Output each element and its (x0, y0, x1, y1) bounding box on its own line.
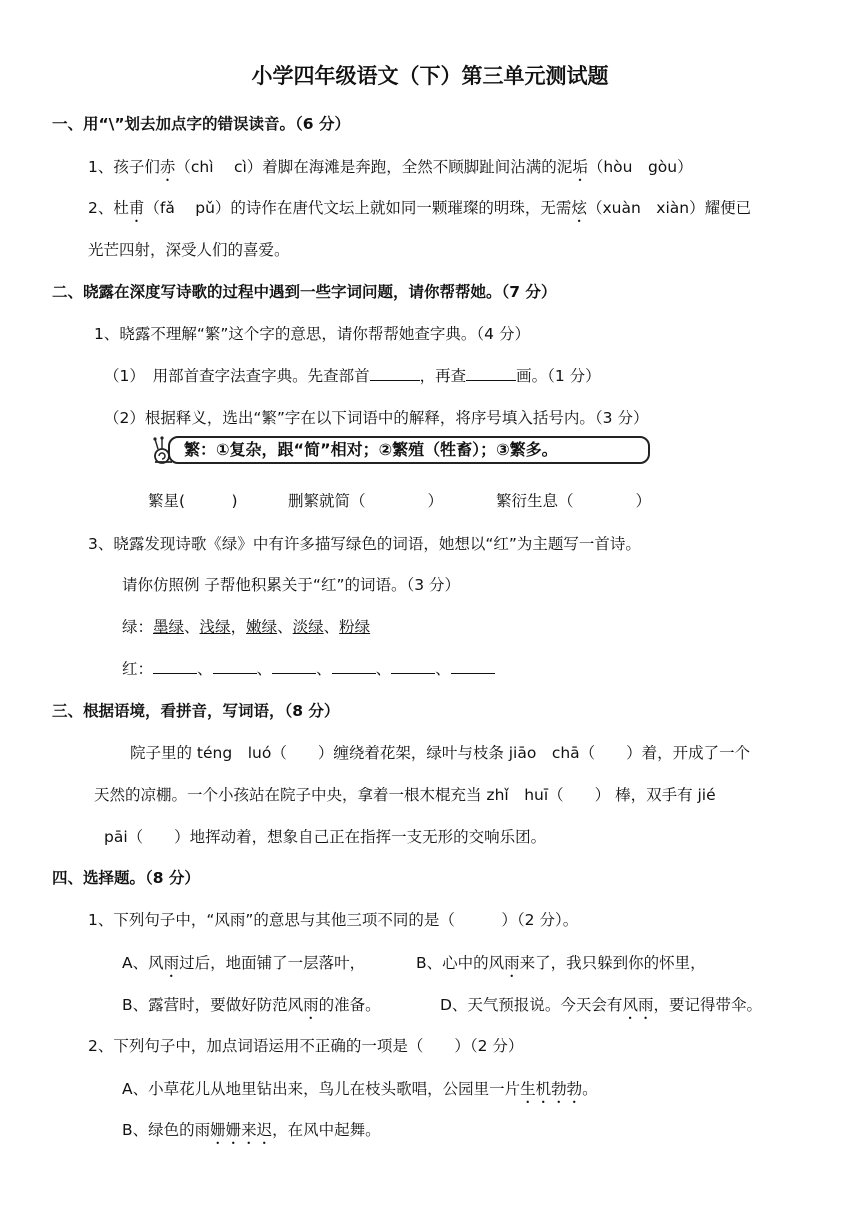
text: （chì cì）着脚在海滩是奔跑，全然不顾脚趾间沾满的泥 (175, 158, 573, 176)
dotted-word: 雨 (163, 954, 180, 972)
s3-paragraph-line-2: 天然的凉棚。一个小孩站在院子中央，拿着一根木棍充当 zhǐ huī（ ） 棒，双手有 jié (94, 786, 716, 804)
text: B、绿色的雨 (122, 1121, 211, 1139)
text: ，要记得带伞。 (653, 996, 762, 1014)
text: （hòu gòu） (587, 158, 693, 176)
text: B、露营时，要做好防范风 (122, 996, 304, 1014)
word-choice-2[interactable]: 删繁就简（ ） (288, 492, 444, 510)
s3-paragraph-line-3: pāi（ ）地挥动着，想象自己正在指挥一支无形的交响乐团。 (104, 828, 547, 846)
s4-q2-option-a[interactable] (122, 1077, 598, 1107)
green-word: 淡绿 (292, 618, 324, 636)
answer-blank[interactable] (153, 659, 197, 674)
answer-blank[interactable] (466, 366, 516, 381)
definition-box: 繁：①复杂，跟“简”相对；②繁殖（牲畜）；③繁多。 (168, 436, 650, 464)
dotted-char: 赤 (159, 158, 176, 176)
green-word: 嫩绿 (246, 618, 278, 636)
dotted-word: 风雨 (622, 996, 654, 1014)
dotted-word: 生机勃勃 (520, 1080, 583, 1098)
text: B、心中的风 (416, 954, 505, 972)
text: （1） 用部首查字法查字典。先查部首 (104, 367, 370, 385)
green-word: 粉绿 (339, 618, 371, 636)
section-2-heading: 二、晓露在深度写诗歌的过程中遇到一些字词问题，请你帮帮她。（7 分） (52, 283, 557, 301)
text: ，再查 (419, 367, 467, 385)
s4-q2-option-b[interactable] (122, 1118, 381, 1148)
text: （xuàn xiàn）耀便已 (586, 199, 752, 217)
green-words-row: 绿：墨绿、浅绿，嫩绿、淡绿、粉绿 (122, 618, 371, 636)
text: 2、杜 (88, 199, 129, 217)
s4-q1-option-a[interactable] (122, 951, 365, 981)
dotted-char: 甫 (128, 199, 145, 217)
s1-question-1 (88, 155, 693, 185)
text: （fǎ pǔ）的诗作在唐代文坛上就如同一颗璀璨的明珠，无需 (144, 199, 572, 217)
text: A、小草花儿从地里钻出来，鸟儿在枝头歌唱，公园里一片 (122, 1080, 521, 1098)
answer-blank[interactable] (272, 659, 316, 674)
s2-question-1-2: （2）根据释义，选出“繁”字在以下词语中的解释，将序号填入括号内。（3 分） (104, 409, 649, 427)
s1-question-2 (88, 196, 751, 226)
s2-question-3-cont: 请你仿照例 子帮他积累关于“红”的词语。（3 分） (122, 576, 461, 594)
text: 画。（1 分） (516, 367, 601, 385)
s4-question-2: 2、下列句子中，加点词语运用不正确的一项是（ ）（2 分） (88, 1037, 524, 1055)
green-word: 墨绿 (153, 618, 185, 636)
word-choice-3[interactable]: 繁衍生息（ ） (496, 492, 652, 510)
s3-paragraph-line-1: 院子里的 téng luó（ ）缠绕着花架，绿叶与枝条 jiāo chā（ ）着，开成了一个 (130, 744, 751, 762)
s2-question-3: 3、晓露发现诗歌《绿》中有许多描写绿色的词语，她想以“红”为主题写一首诗。 (88, 535, 641, 553)
text: 。 (582, 1080, 598, 1098)
s1-question-2-cont: 光芒四射，深受人们的喜爱。 (88, 241, 290, 259)
green-label: 绿： (122, 618, 154, 636)
dotted-char: 垢 (572, 158, 588, 176)
dotted-word: 雨 (303, 996, 319, 1014)
text: 过后，地面铺了一层落叶， (179, 954, 366, 972)
answer-blank[interactable] (451, 659, 495, 674)
answer-blank[interactable] (370, 366, 420, 381)
red-label: 红： (122, 660, 154, 678)
text: 来了，我只躲到你的怀里， (519, 954, 706, 972)
s4-q1-option-c[interactable] (122, 993, 381, 1023)
dotted-char: 炫 (571, 199, 587, 217)
s2-question-1: 1、晓露不理解“繁”这个字的意思，请你帮帮她查字典。（4 分） (94, 325, 530, 343)
text: D、天气预报说。今天会有 (440, 996, 623, 1014)
green-word: 浅绿 (199, 618, 231, 636)
answer-blank[interactable] (391, 659, 435, 674)
s4-q1-option-d[interactable] (440, 993, 762, 1023)
answer-blank[interactable] (213, 659, 257, 674)
red-words-row: 红： 、 、 、 、 、 (122, 657, 495, 679)
s4-q1-option-b[interactable] (416, 951, 706, 981)
dotted-word: 雨 (504, 954, 520, 972)
word-choice-1[interactable]: 繁星( ) (148, 492, 238, 510)
text: 的准备。 (318, 996, 381, 1014)
section-3-heading: 三、根据语境，看拼音，写词语，（8 分） (52, 702, 340, 720)
section-4-heading: 四、选择题。（8 分） (52, 869, 200, 887)
text: ，在风中起舞。 (272, 1121, 381, 1139)
answer-blank[interactable] (332, 659, 376, 674)
s4-question-1: 1、下列句子中，“风雨”的意思与其他三项不同的是（ ）（2 分）。 (88, 911, 579, 929)
s2-question-1-1 (104, 364, 601, 386)
section-1-heading: 一、用“\”划去加点字的错误读音。（6 分） (52, 115, 350, 133)
page-title: 小学四年级语文（下）第三单元测试题 (251, 64, 609, 88)
text: 1、孩子们 (88, 158, 160, 176)
text: A、风 (122, 954, 164, 972)
dotted-word: 姗姗来迟 (210, 1121, 273, 1139)
